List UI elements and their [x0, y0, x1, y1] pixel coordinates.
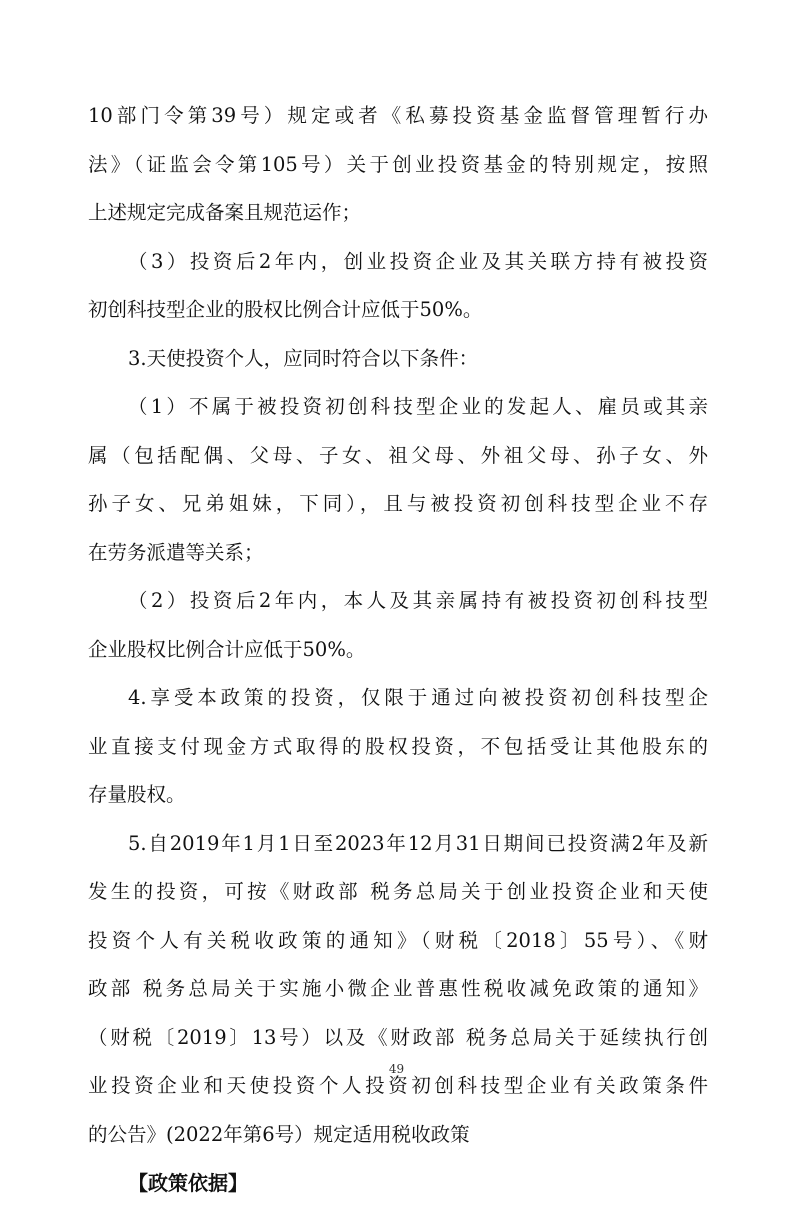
paragraph-item-4	[88, 674, 708, 820]
text-line: （3）投资后2年内，创业投资企业及其关联方持有被投资	[128, 249, 708, 273]
page-number: 49	[388, 1062, 405, 1076]
paragraph-condition-2	[88, 577, 708, 674]
text-line: 初创科技型企业的股权比例合计应低于50%。	[88, 298, 483, 321]
paragraph-item-5	[88, 820, 708, 1160]
text-line: 投资个人有关税收政策的通知》（财税〔2018〕55号）、《财	[88, 928, 708, 952]
text-line: 5.自2019年1月1日至2023年12月31日期间已投资满2年及新	[128, 831, 708, 855]
text-line: 在劳务派遣等关系；	[88, 540, 264, 564]
paragraph-continuation	[88, 92, 708, 238]
text-line: 业投资企业和天使投资个人投资初创科技型企业有关政策条件	[88, 1074, 708, 1097]
text-line: 发生的投资，可按《财政部 税务总局关于创业投资企业和天使	[88, 880, 708, 903]
paragraph-angel-investor	[88, 335, 708, 384]
paragraph-condition-1	[88, 383, 708, 577]
text-line: 属（包括配偶、父母、子女、祖父母、外祖父母、孙子女、外	[88, 443, 708, 467]
section-heading: 【政策依据】	[128, 1171, 248, 1195]
text-line: 政部 税务总局关于实施小微企业普惠性税收减免政策的通知》	[88, 977, 708, 1000]
text-line: 3.天使投资个人，应同时符合以下条件：	[128, 346, 479, 370]
document-body	[88, 92, 708, 1208]
text-line: 法》（证监会令第105号）关于创业投资基金的特别规定，按照	[88, 152, 708, 176]
text-line: （2）投资后2年内，本人及其亲属持有被投资初创科技型	[128, 589, 708, 612]
paragraph-item-3	[88, 238, 708, 335]
text-line: （财税〔2019〕13号）以及《财政部 税务总局关于延续执行创	[88, 1025, 708, 1049]
text-line: 上述规定完成备案且规范运作；	[88, 201, 362, 224]
text-line: 的公告》(2022年第6号）规定适用税收政策	[88, 1122, 470, 1146]
text-line: 10部门令第39号）规定或者《私募投资基金监督管理暂行办	[88, 104, 708, 127]
section-heading-policy-basis	[88, 1159, 708, 1208]
text-line: （1）不属于被投资初创科技型企业的发起人、雇员或其亲	[128, 395, 708, 418]
text-line: 存量股权。	[88, 783, 186, 806]
text-line: 4.享受本政策的投资，仅限于通过向被投资初创科技型企	[128, 686, 708, 709]
text-line: 企业股权比例合计应低于50%。	[88, 637, 366, 661]
text-line: 业直接支付现金方式取得的股权投资，不包括受让其他股东的	[88, 734, 708, 758]
text-line: 孙子女、兄弟姐妹，下同），且与被投资初创科技型企业不存	[88, 492, 708, 515]
